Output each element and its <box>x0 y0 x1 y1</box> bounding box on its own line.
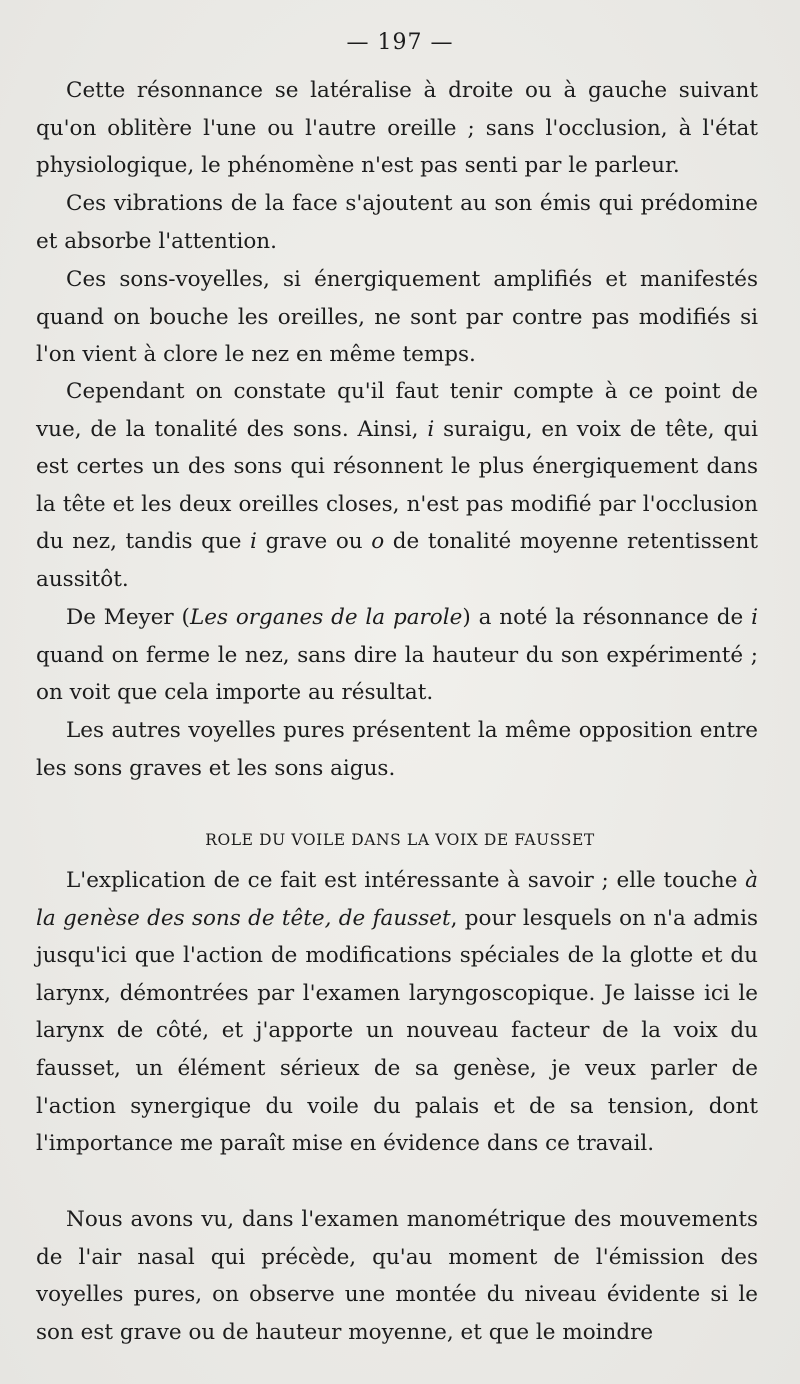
paragraph-resonance: Cette résonnance se latéralise à droite ou à gauche suivant qu'on oblitère l'une ou l'autre oreille ; sans l'occlusion, à l'état physiologique, le phénomène n'est pas senti par le parleur. <box>36 78 758 179</box>
text-run: Cependant on constate qu'il faut tenir compte à ce point de vue, de la tonalité des sons. Ainsi, <box>36 379 758 442</box>
paragraph-examen-manometrique: Nous avons vu, dans l'examen manométrique des mouvements de l'air nasal qui précède, qu'au moment de l'émission des voyelles pures, on observe une montée du niveau évidente si le son est grave ou de hauteur moyenne, et que le moindre <box>36 1207 758 1345</box>
paragraph-sons-voyelles: Ces sons-voyelles, si énergiquement amplifiés et manifestés quand on bouche les oreilles, ne sont par contre pas modifiés si l'on vient à clore le nez en même temps. <box>36 267 758 368</box>
book-title-citation: Les organes de la parole <box>189 605 463 630</box>
text-run: ) a noté la résonnance de <box>462 605 752 630</box>
italic-run: i <box>751 605 758 630</box>
italic-run: o <box>371 529 385 555</box>
text-run: suraigu, en voix de tête, qui est certes un des sons qui résonnent le plus énergiquement dans la tête et les deux oreilles closes, n'est pas modifié par l'occlusion du nez, tandis que <box>36 416 758 555</box>
text-run: L'explication de ce fait est intéressante à savoir ; elle touche <box>66 868 746 893</box>
italic-run: à la genèse des sons de tête, de fausset <box>36 868 758 931</box>
text-run: , pour lesquels on n'a admis jusqu'ici que l'action de modifications spéciales de la glotte et du larynx, démontrées par l'examen laryngoscopique. Je laisse ici le larynx de côté, et j'apporte un nouveau facteur de la voix du fausset, un élément sérieux de sa genèse, je veux parler de l'action synergique du voile du palais et de sa tension, dont l'importance me paraît mise en évidence dans ce travail. <box>36 905 758 1157</box>
page-number: — 197 — <box>346 30 454 55</box>
section-heading: ROLE DU VOILE DANS LA VOIX DE FAUSSET <box>205 830 595 849</box>
paragraph-explication <box>36 862 758 1163</box>
paragraph-vibrations: Ces vibrations de la face s'ajoutent au son émis qui prédomine et absorbe l'attention. <box>36 191 758 254</box>
italic-run: i <box>250 529 257 555</box>
text-run: quand on ferme le nez, sans dire la hauteur du son expérimenté ; on voit que cela importe au résultat. <box>36 642 758 706</box>
paragraph-de-meyer <box>36 599 758 712</box>
text-run: de tonalité moyenne retentissent aussitôt. <box>36 529 758 592</box>
text-run: grave ou <box>256 529 372 555</box>
paragraph-tonalite <box>36 373 758 599</box>
paragraph-autres-voyelles: Les autres voyelles pures présentent la même opposition entre les sons graves et les sons aigus. <box>36 718 758 781</box>
text-run: De Meyer ( <box>66 605 190 630</box>
italic-run: i <box>427 416 435 442</box>
